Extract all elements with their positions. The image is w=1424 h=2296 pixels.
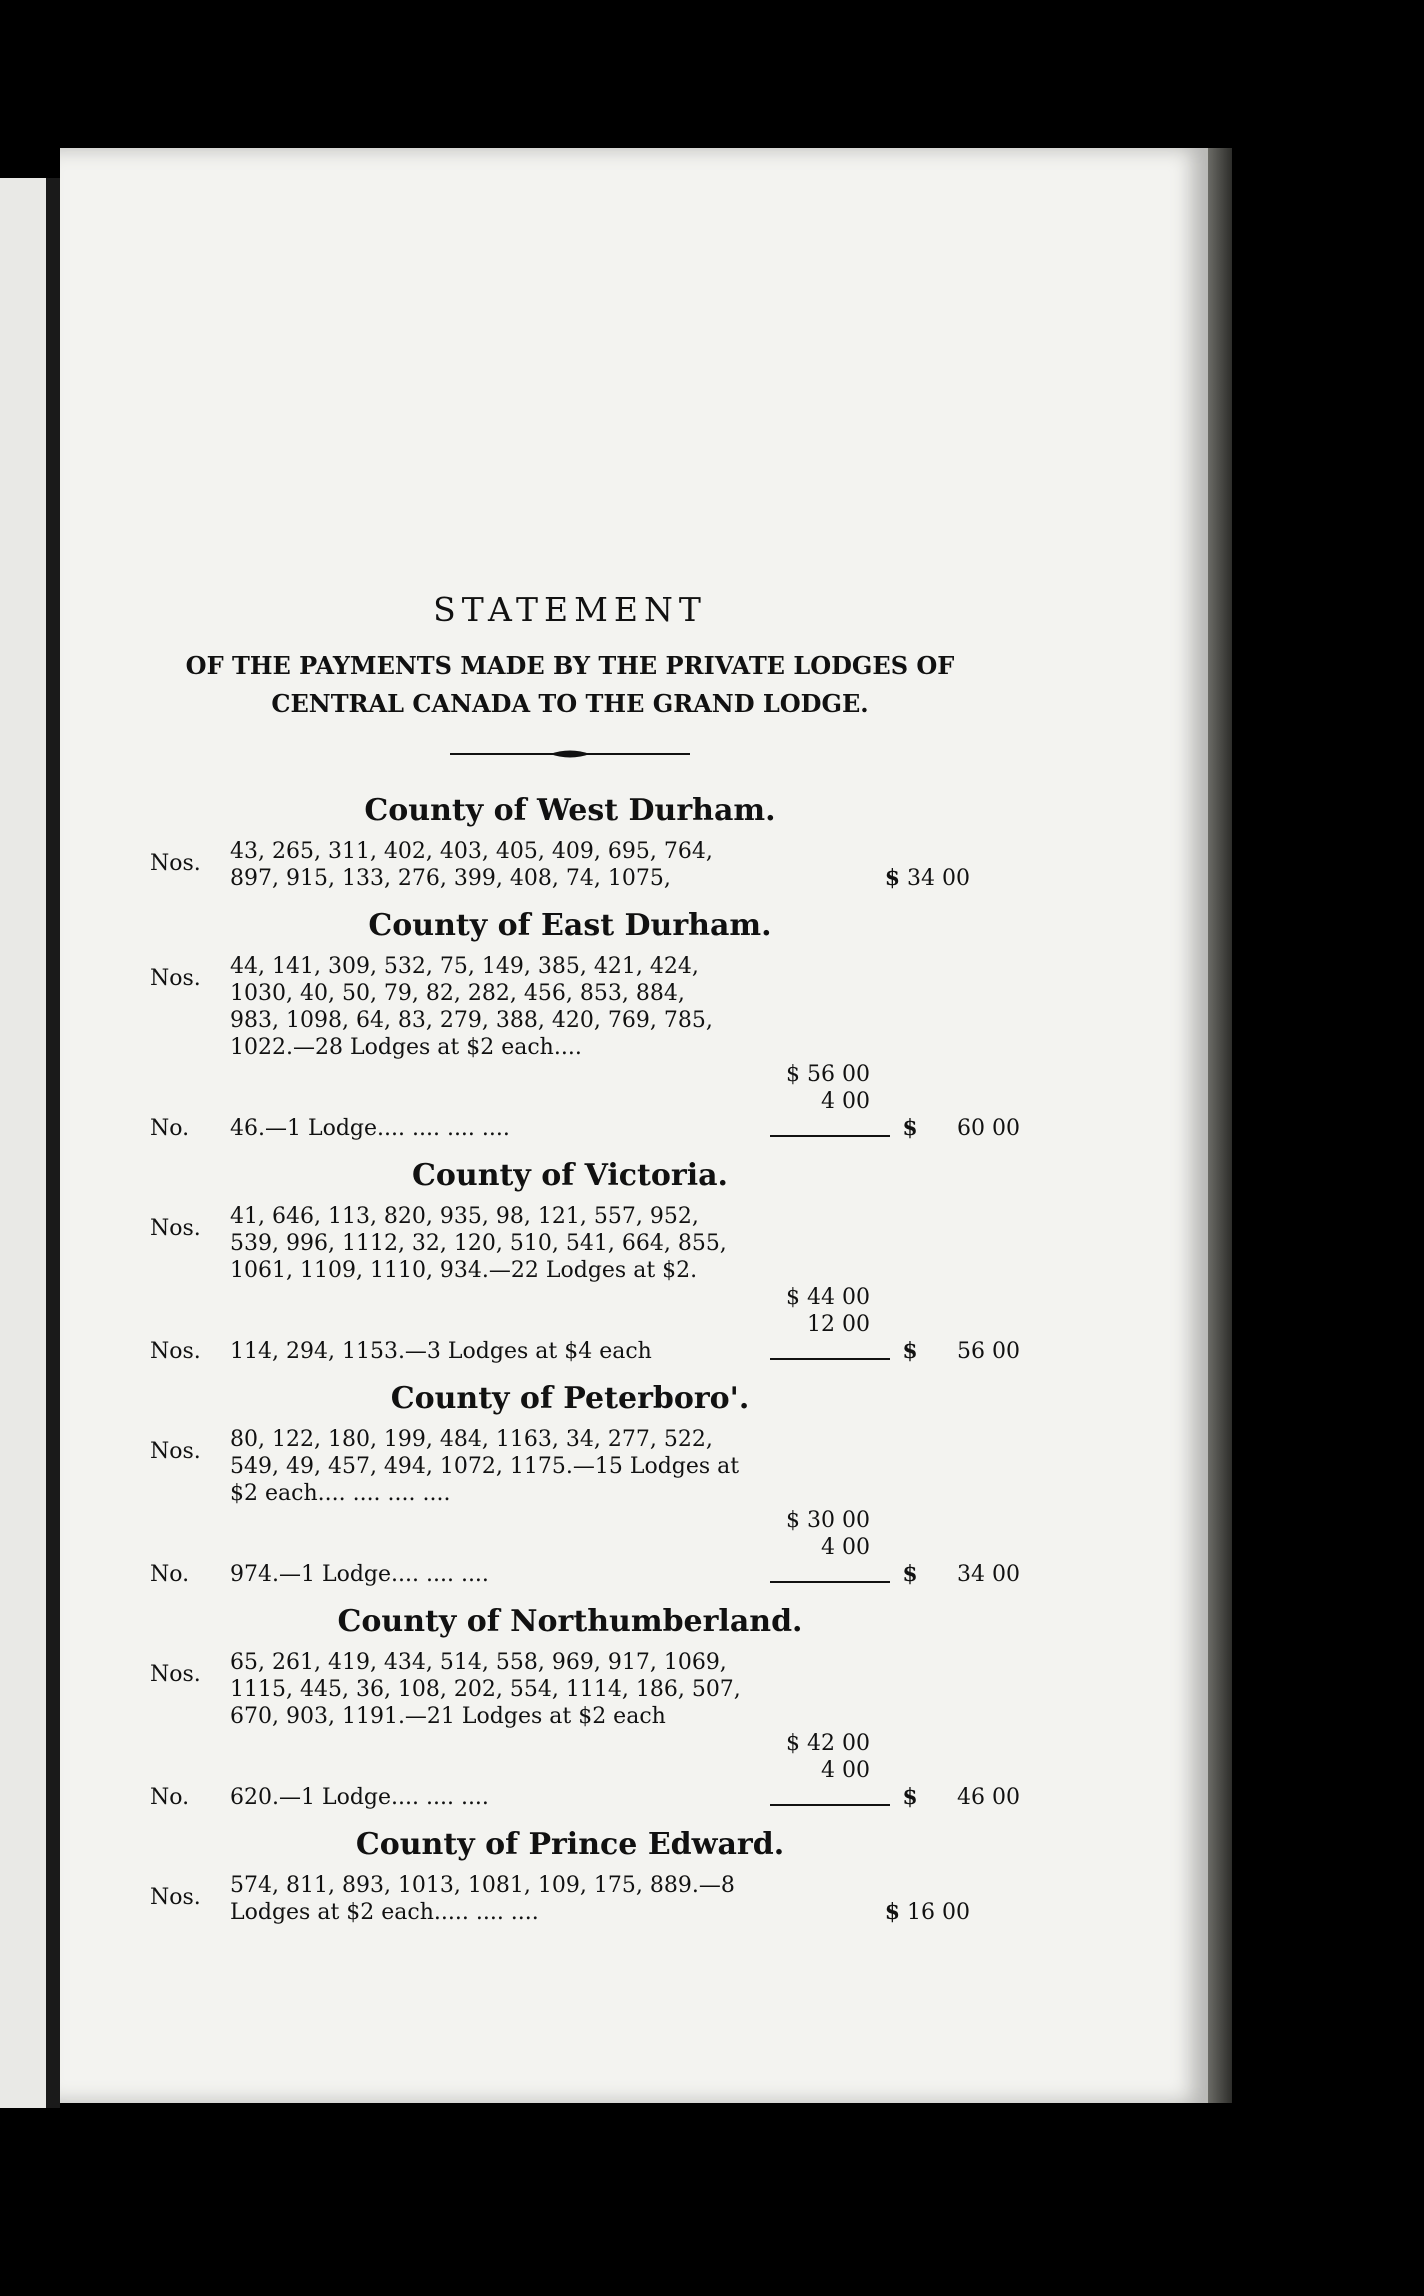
county-total: 34 00 (957, 1562, 1020, 1587)
total-line (150, 1561, 1050, 1588)
lodge-numbers: 41, 646, 113, 820, 935, 98, 121, 557, 952, 539, 996, 1112, 32, 120, 510, 541, 664, 855, 1061, 1109, 1110, 934.—22 Lodges at $2. (230, 1204, 727, 1283)
nos-label: Nos. (150, 1662, 201, 1687)
lodge-numbers: 574, 811, 893, 1013, 1081, 109, 175, 889.—8 Lodges at $2 each..... .... .... (230, 1873, 735, 1925)
lodge-entry (150, 838, 1050, 892)
subtitle-line-1: OF THE PAYMENTS MADE BY THE PRIVATE LODGES OF (185, 651, 955, 680)
nos-label: Nos. (150, 1216, 201, 1241)
lodge-numbers: 43, 265, 311, 402, 403, 405, 409, 695, 764, 897, 915, 133, 276, 399, 408, 74, 1075, (230, 839, 713, 891)
nos-label: Nos. (150, 851, 201, 876)
total-line (150, 1784, 1050, 1811)
page-title: STATEMENT (433, 590, 707, 629)
ornament-divider (450, 747, 690, 761)
subtitle-line-2: CENTRAL CANADA TO THE GRAND LODGE. (271, 689, 869, 718)
currency: $ (902, 1784, 918, 1810)
county-total: 56 00 (957, 1339, 1020, 1364)
subtotals (750, 1507, 870, 1561)
currency: $ (902, 1561, 918, 1587)
subtotal-1: $ 44 00 (786, 1285, 870, 1310)
statement-content (90, 440, 1050, 1926)
no-label: No. (150, 1785, 190, 1810)
lodge-numbers: 80, 122, 180, 199, 484, 1163, 34, 277, 522, 549, 49, 457, 494, 1072, 1175.—15 Lodges at $2 each.... .... .... .... (230, 1427, 740, 1506)
currency: $ (902, 1338, 918, 1364)
lodge-desc: 114, 294, 1153.—3 Lodges at $4 each (230, 1339, 652, 1364)
county-heading: County of Victoria. (412, 1158, 728, 1193)
rule-line (770, 1790, 890, 1806)
subtotal-2: 4 00 (821, 1758, 870, 1783)
book-spine (46, 178, 60, 2108)
lodge-desc: 974.—1 Lodge.... .... .... (230, 1562, 489, 1587)
subtotals (750, 1284, 870, 1338)
lodge-entry (150, 1872, 1050, 1926)
nos-label: Nos. (150, 1439, 201, 1464)
total-line (150, 1115, 1050, 1142)
rule-line (770, 1344, 890, 1360)
no-label: No. (150, 1116, 190, 1141)
lodge-entry (150, 1649, 1050, 1730)
rule-line (770, 1567, 890, 1583)
lodge-entry (150, 1203, 1050, 1284)
county-heading: County of Prince Edward. (355, 1827, 785, 1862)
county-total: $ 34 00 (884, 865, 970, 891)
left-page-edge (0, 178, 46, 2108)
county-heading: County of Peterboro'. (390, 1381, 750, 1416)
lodge-numbers: 44, 141, 309, 532, 75, 149, 385, 421, 424, 1030, 40, 50, 79, 82, 282, 456, 853, 884, 983, 1098, 64, 83, 279, 388, 420, 769, 785, 1022.—28 Lodges at $2 each.... (230, 954, 713, 1060)
subtotal-1: $ 42 00 (786, 1731, 870, 1756)
total-line (150, 1338, 1050, 1365)
rule-line (770, 1121, 890, 1137)
lodge-entry (150, 1426, 1050, 1507)
page-subtitle (90, 647, 1050, 723)
lodge-desc: 620.—1 Lodge.... .... .... (230, 1785, 489, 1810)
county-total: $ 16 00 (884, 1899, 970, 1925)
lodge-desc: 46.—1 Lodge.... .... .... .... (230, 1116, 510, 1141)
subtotal-1: $ 30 00 (786, 1508, 870, 1533)
county-total: 46 00 (957, 1785, 1020, 1810)
no-label: Nos. (150, 1339, 201, 1364)
lodge-entry (150, 953, 1050, 1061)
subtotals (750, 1730, 870, 1784)
subtotal-2: 4 00 (821, 1089, 870, 1114)
subtotal-2: 4 00 (821, 1535, 870, 1560)
nos-label: Nos. (150, 1885, 201, 1910)
currency: $ (902, 1115, 918, 1141)
page-edge (1208, 148, 1232, 2103)
no-label: No. (150, 1562, 190, 1587)
nos-label: Nos. (150, 966, 201, 991)
county-heading: County of Northumberland. (337, 1604, 803, 1639)
subtotal-1: $ 56 00 (786, 1062, 870, 1087)
lodge-numbers: 65, 261, 419, 434, 514, 558, 969, 917, 1069, 1115, 445, 36, 108, 202, 554, 1114, 186, 507, 670, 903, 1191.—21 Lodges at $2 each (230, 1650, 741, 1729)
county-heading: County of East Durham. (368, 908, 772, 943)
subtotal-2: 12 00 (807, 1312, 870, 1337)
county-total: 60 00 (957, 1116, 1020, 1141)
subtotals (750, 1061, 870, 1115)
county-heading: County of West Durham. (364, 793, 776, 828)
